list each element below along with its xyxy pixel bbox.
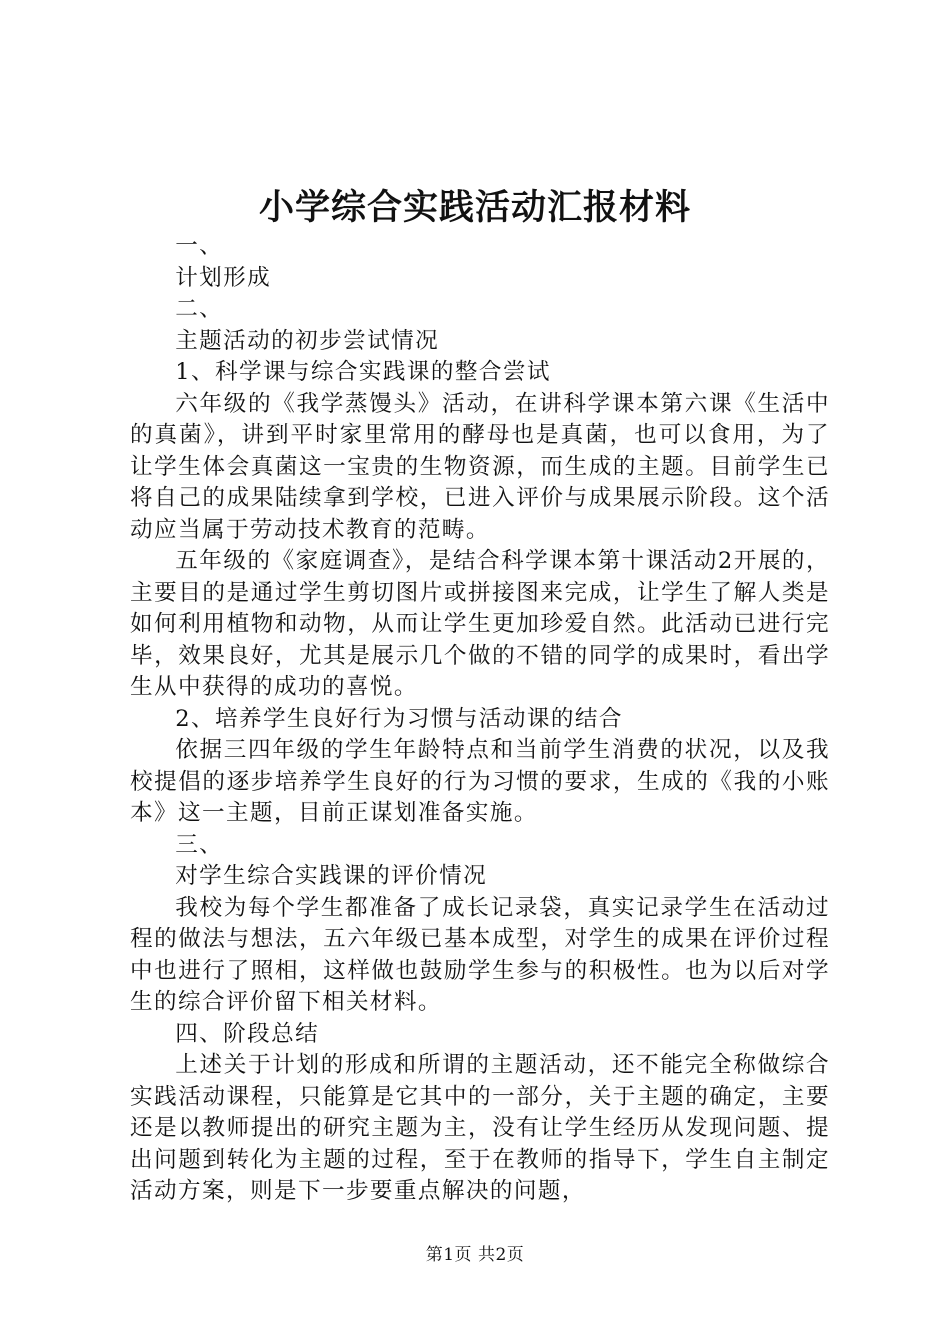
section-heading-4: 四、阶段总结 xyxy=(175,1020,320,1047)
subsection-heading-2-2: 2、培养学生良好行为习惯与活动课的结合 xyxy=(175,705,623,732)
paragraph: 我校为每个学生都准备了成长记录袋，真实记录学生在活动过程的做法与想法，五六年级已基本成型，对学生的成果在评价过程中也进行了照相，这样做也鼓励学生参与的积极性。也为以后对学生的综合评价留下相关材料。 xyxy=(130,894,830,1015)
subsection-heading-2-1: 1、科学课与综合实践课的整合尝试 xyxy=(175,359,551,385)
section-heading-2: 主题活动的初步尝试情况 xyxy=(175,327,440,354)
section-heading-1: 计划形成 xyxy=(175,264,272,291)
paragraph: 依据三四年级的学生年龄特点和当前学生消费的状况，以及我校提倡的逐步培养学生良好的行为习惯的要求，生成的《我的小账本》这一主题，目前正谋划准备实施。 xyxy=(130,737,830,826)
section-heading-3: 对学生综合实践课的评价情况 xyxy=(175,863,488,889)
paragraph: 上述关于计划的形成和所谓的主题活动，还不能完全称做综合实践活动课程，只能算是它其中的一部分，关于主题的确定，主要还是以教师提出的研究主题为主，没有让学生经历从发现问题、提出问题到转化为主题的过程，至于在教师的指导下，学生自主制定活动方案，则是下一步要重点解决的问题， xyxy=(130,1052,830,1204)
paragraph: 五年级的《家庭调查》，是结合科学课本第十课活动2开展的，主要目的是通过学生剪切图片或拼接图来完成，让学生了解人类是如何利用植物和动物，从而让学生更加珍爱自然。此活动已进行完毕，效果良好，尤其是展示几个做的不错的同学的成果时，看出学生从中获得的成功的喜悦。 xyxy=(130,548,830,700)
page-number-footer: 第1页 共2页 xyxy=(425,1245,525,1265)
section-number-2: 二、 xyxy=(175,296,224,322)
section-number-3: 三、 xyxy=(175,831,224,858)
document-body xyxy=(130,231,830,1208)
paragraph: 六年级的《我学蒸馒头》活动，在讲科学课本第六课《生活中的真菌》，讲到平时家里常用的酵母也是真菌，也可以食用，为了让学生体会真菌这一宝贵的生物资源，而生成的主题。目前学生已将自己的成果陆续拿到学校，已进入评价与成果展示阶段。这个活动应当属于劳动技术教育的范畴。 xyxy=(130,390,830,543)
section-number-1: 一、 xyxy=(175,233,224,259)
document-title: 小学综合实践活动汇报材料 xyxy=(258,187,691,228)
